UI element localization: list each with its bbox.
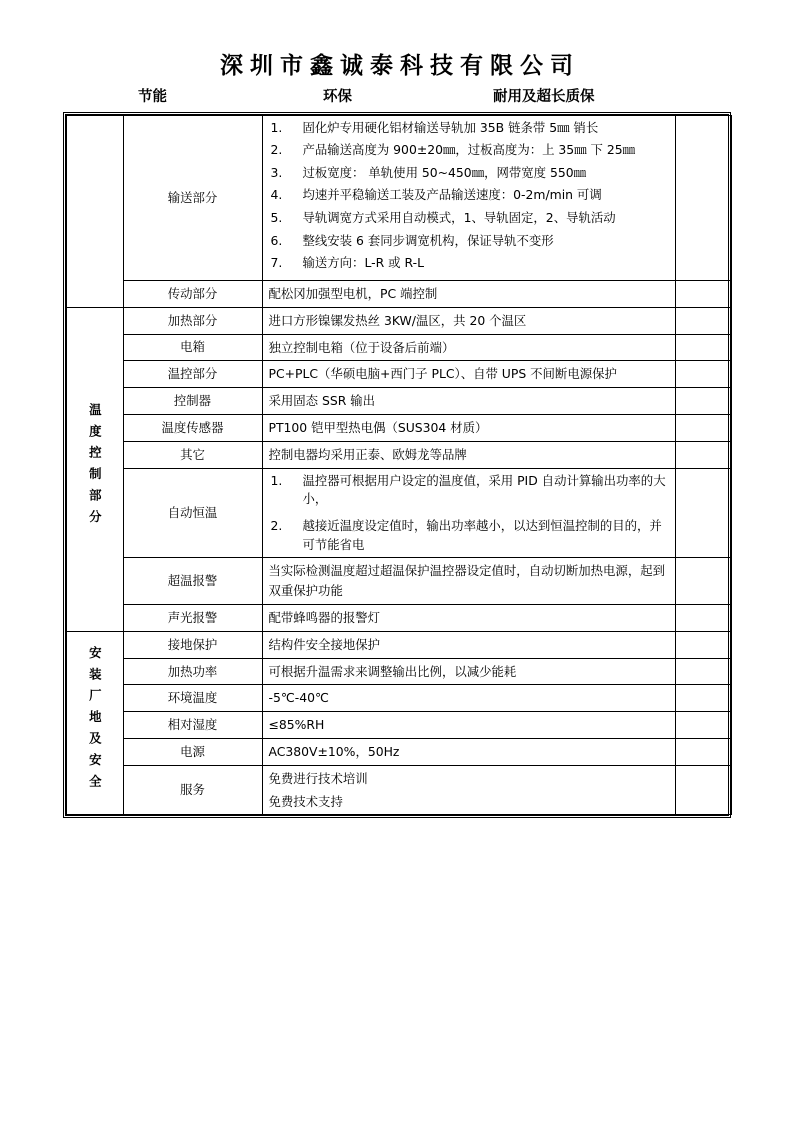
remark-cell [675, 388, 731, 415]
table-row [66, 361, 731, 388]
item-label-cell: 环境温度 [123, 685, 262, 712]
remark-cell [675, 307, 731, 334]
item-label-cell: 加热部分 [123, 307, 262, 334]
remark-cell [675, 361, 731, 388]
description-cell [262, 658, 675, 685]
table-row [66, 441, 731, 468]
description-text: 当实际检测温度超过超温保护温控器设定值时，自动切断加热电源，起到双重保护功能 [268, 563, 665, 599]
table-row [66, 334, 731, 361]
description-cell [262, 334, 675, 361]
table-row [66, 712, 731, 739]
description-cell [262, 441, 675, 468]
table-row [66, 765, 731, 814]
specification-table-wrapper [63, 112, 731, 819]
description-list-item: 导轨调宽方式采用自动模式，1、导轨固定，2、导轨活动 [302, 210, 616, 226]
item-label-cell: 控制器 [123, 388, 262, 415]
remark-cell [675, 115, 731, 280]
description-cell [262, 631, 675, 658]
remark-cell [675, 334, 731, 361]
table-row [66, 685, 731, 712]
table-row [66, 415, 731, 442]
description-text: ≤85%RH [268, 717, 325, 733]
group-label-text: 温度控制部分 [87, 402, 103, 531]
item-label-cell: 接地保护 [123, 631, 262, 658]
table-row [66, 631, 731, 658]
description-text: PT100 铠甲型热电偶（SUS304 材质） [268, 420, 488, 436]
remark-cell [675, 604, 731, 631]
description-text: 结构件安全接地保护 [268, 636, 381, 652]
table-row [66, 468, 731, 557]
table-row [66, 307, 731, 334]
item-label-cell: 自动恒温 [123, 468, 262, 557]
description-list-item: 温控器可根据用户设定的温度值，采用 PID 自动计算输出功率的大小， [302, 472, 666, 507]
remark-cell [675, 415, 731, 442]
description-line: 免费进行技术培训 [268, 770, 368, 786]
group-label-cell [66, 631, 123, 815]
description-list-item: 固化炉专用硬化铝材输送导轨加 35B 链条带 5㎜ 销长 [302, 119, 599, 135]
description-cell [262, 307, 675, 334]
tagline-row [0, 85, 793, 106]
description-list-item: 越接近温度设定值时，输出功率越小，以达到恒温控制的目的，并可节能省电 [302, 517, 662, 552]
description-cell [262, 685, 675, 712]
group-label-text: 安装厂地及安全 [87, 645, 103, 796]
remark-cell [675, 558, 731, 605]
description-list-item: 过板宽度： 单轨使用 50~450㎜，网带宽度 550㎜ [302, 164, 587, 180]
description-cell [262, 712, 675, 739]
description-cell [262, 361, 675, 388]
table-row [66, 115, 731, 280]
description-cell [262, 115, 675, 280]
remark-cell [675, 441, 731, 468]
description-cell [262, 739, 675, 766]
item-label-cell: 声光报警 [123, 604, 262, 631]
tagline-environment: 环保 [323, 87, 352, 105]
remark-cell [675, 765, 731, 814]
specification-table [66, 115, 732, 816]
tagline-energy-saving: 节能 [138, 87, 167, 105]
item-label-cell: 电源 [123, 739, 262, 766]
table-row [66, 658, 731, 685]
item-label-cell: 其它 [123, 441, 262, 468]
description-text: -5℃-40℃ [268, 690, 329, 706]
description-text: 配松冈加强型电机，PC 端控制 [268, 285, 438, 301]
item-label-cell: 服务 [123, 765, 262, 814]
description-cell [262, 388, 675, 415]
description-text: 配带蜂鸣器的报警灯 [268, 609, 381, 625]
description-cell [262, 765, 675, 814]
description-cell [262, 604, 675, 631]
remark-cell [675, 739, 731, 766]
description-list-item: 整线安装 6 套同步调宽机构，保证导轨不变形 [302, 232, 554, 248]
description-list-item: 均速并平稳输送工装及产品输送速度：0-2m/min 可调 [302, 187, 602, 203]
table-row [66, 388, 731, 415]
item-label-cell: 温度传感器 [123, 415, 262, 442]
item-label-cell: 超温报警 [123, 558, 262, 605]
description-text: AC380V±10%，50Hz [268, 744, 400, 760]
group-label-cell [66, 115, 123, 307]
remark-cell [675, 658, 731, 685]
description-text: 控制电器均采用正泰、欧姆龙等品牌 [268, 446, 467, 462]
item-label-cell: 传动部分 [123, 280, 262, 307]
table-row [66, 604, 731, 631]
description-list-item: 产品输送高度为 900±20㎜，过板高度为：上 35㎜ 下 25㎜ [302, 142, 636, 158]
description-text: PC+PLC（华硕电脑+西门子 PLC）、自带 UPS 不间断电源保护 [268, 366, 617, 382]
description-text: 可根据升温需求来调整输出比例，以减少能耗 [268, 663, 517, 679]
description-text: 独立控制电箱（位于设备后前端） [268, 339, 455, 355]
remark-cell [675, 712, 731, 739]
item-label-cell: 加热功率 [123, 658, 262, 685]
description-list-item: 输送方向：L-R 或 R-L [302, 255, 424, 271]
remark-cell [675, 468, 731, 557]
remark-cell [675, 685, 731, 712]
table-row [66, 558, 731, 605]
item-label-cell: 电箱 [123, 334, 262, 361]
description-line: 免费技术支持 [268, 794, 343, 810]
description-lines [269, 769, 669, 811]
tagline-durability: 耐用及超长质保 [493, 87, 595, 105]
remark-cell [675, 280, 731, 307]
description-text: 采用固态 SSR 输出 [268, 393, 376, 409]
description-text: 进口方形镍镙发热丝 3KW/温区，共 20 个温区 [268, 312, 527, 328]
remark-cell [675, 631, 731, 658]
description-list [269, 119, 669, 273]
group-label-cell [66, 307, 123, 631]
item-label-cell: 输送部分 [123, 115, 262, 280]
table-row [66, 280, 731, 307]
description-cell [262, 415, 675, 442]
description-cell [262, 558, 675, 605]
description-cell [262, 280, 675, 307]
document-header [0, 0, 793, 106]
item-label-cell: 相对湿度 [123, 712, 262, 739]
description-list [269, 472, 669, 554]
description-cell [262, 468, 675, 557]
item-label-cell: 温控部分 [123, 361, 262, 388]
table-row [66, 739, 731, 766]
company-title: 深圳市鑫诚泰科技有限公司 [220, 52, 580, 79]
